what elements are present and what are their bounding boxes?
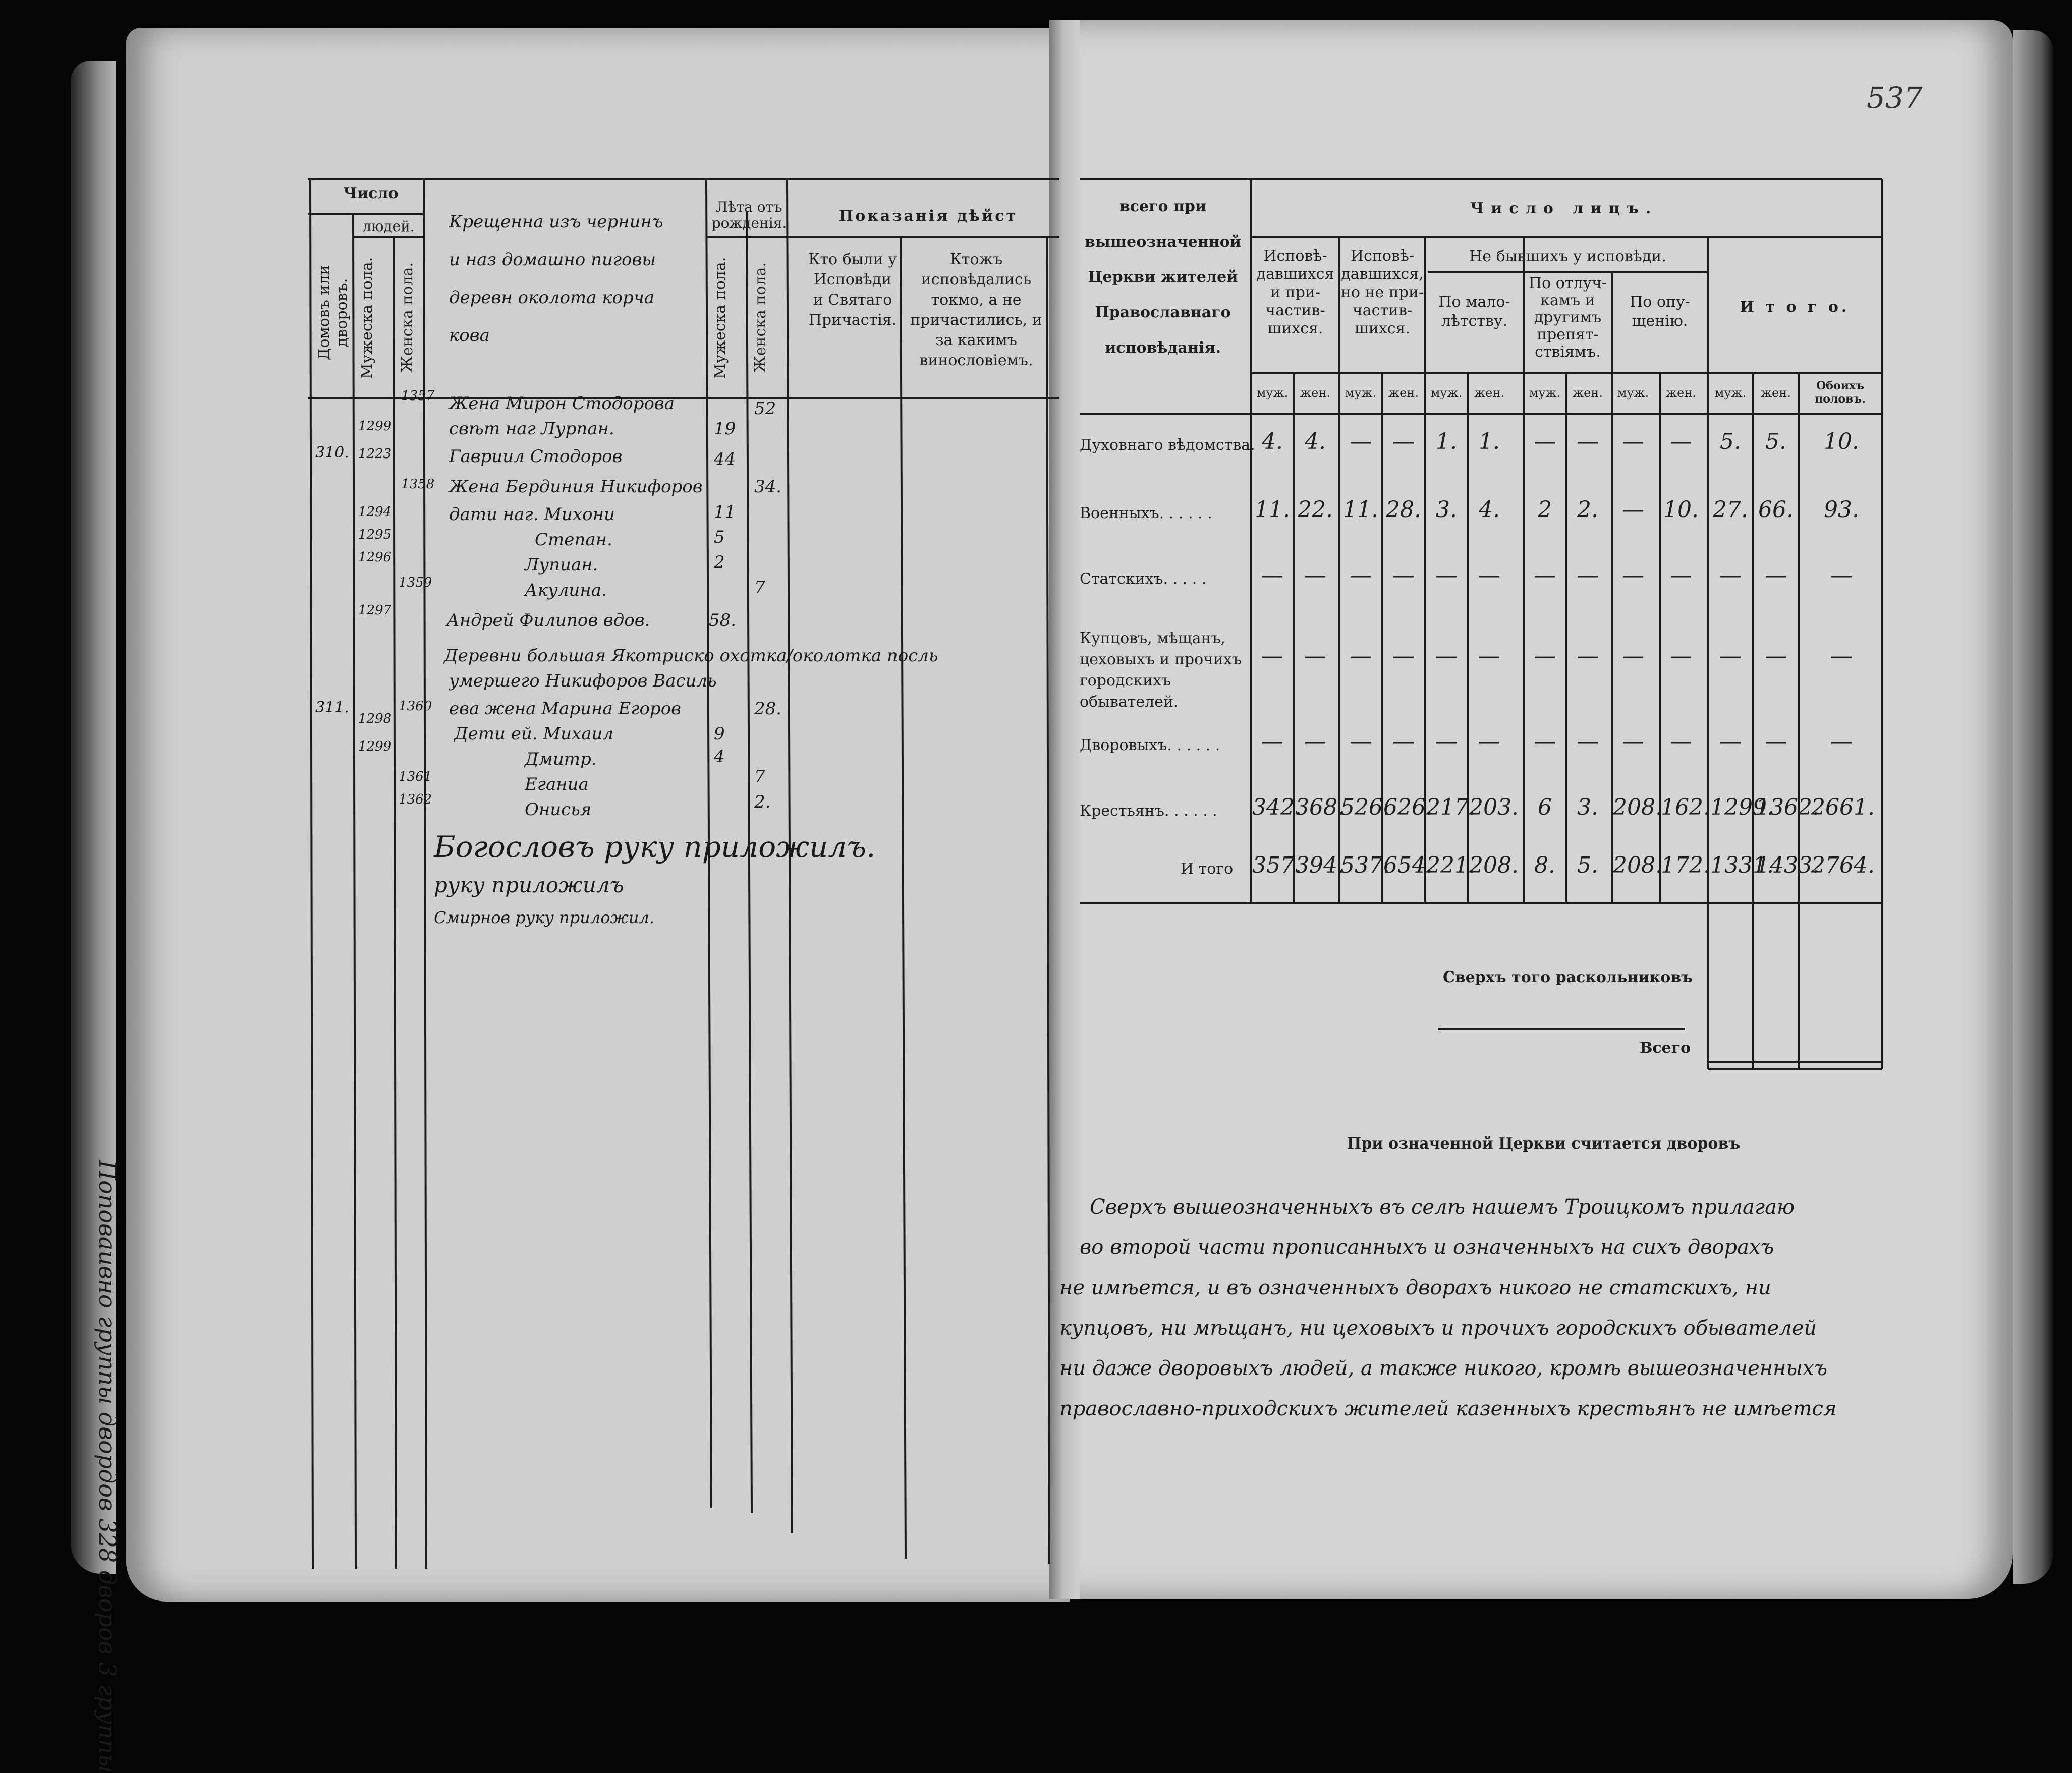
value-cell: 1. bbox=[1436, 429, 1457, 454]
value-cell: 4. bbox=[1479, 497, 1500, 523]
value-cell: — bbox=[1350, 562, 1372, 588]
hw-age-female: 52 bbox=[754, 398, 776, 419]
row-label: И того bbox=[1181, 860, 1234, 878]
value-cell: — bbox=[1765, 643, 1787, 669]
hw-age-female: 7 bbox=[754, 578, 765, 598]
value-cell: 221. bbox=[1426, 852, 1476, 878]
col-female-label: жен. bbox=[1388, 386, 1419, 400]
value-cell: 394. bbox=[1295, 852, 1345, 878]
value-cell: 66. bbox=[1758, 497, 1794, 523]
hw-entry: Степан. bbox=[535, 530, 612, 550]
value-cell: — bbox=[1392, 729, 1415, 755]
hw-house-number: 310. bbox=[315, 444, 349, 462]
col-female-label: жен. bbox=[1300, 386, 1330, 400]
value-cell: — bbox=[1350, 429, 1372, 454]
value-cell: — bbox=[1622, 562, 1644, 588]
value-cell: — bbox=[1830, 562, 1853, 588]
value-cell: 3. bbox=[1577, 794, 1598, 820]
col-female-label: жен. bbox=[1573, 386, 1603, 400]
value-cell: 1. bbox=[1479, 429, 1500, 454]
hw-entry: Дмитр. bbox=[525, 749, 597, 769]
col-age-header: Лѣта отъ рожденія. bbox=[711, 199, 787, 232]
row-label: Крестьянъ. . . . . . bbox=[1080, 802, 1217, 820]
value-cell: — bbox=[1534, 429, 1556, 454]
value-cell: — bbox=[1435, 562, 1458, 588]
hw-age-male: 4 bbox=[714, 747, 725, 767]
value-cell: 1433. bbox=[1756, 852, 1819, 878]
row-label: Купцовъ, мѣщанъ, цеховыхъ и прочихъ городскихъ обывателей. bbox=[1080, 630, 1242, 711]
hw-house-number: 311. bbox=[315, 699, 349, 716]
hw-paragraph-line: православно-приходскихъ жителей казенныхъ крестьянъ не имѣется bbox=[1059, 1397, 1837, 1420]
value-cell: 5. bbox=[1720, 429, 1741, 454]
hw-age-male: 19 bbox=[714, 419, 736, 439]
col-age-female-header: Женска пола. bbox=[752, 262, 769, 373]
hw-age-male: 9 bbox=[714, 724, 725, 744]
hw-number: 1298 bbox=[358, 711, 392, 726]
value-cell: 28. bbox=[1386, 497, 1421, 523]
hw-number: 1294 bbox=[358, 504, 392, 520]
hw-entry: Жена Бердиния Никифоров bbox=[449, 477, 703, 497]
grp-confessed-not-communed: Исповѣдавшихся, но не причастившихся. bbox=[1340, 247, 1424, 337]
value-cell: — bbox=[1830, 643, 1853, 669]
hw-entry: Деревни большая Якотриско охотка/околотка посль bbox=[444, 646, 938, 666]
value-cell: — bbox=[1670, 429, 1692, 454]
value-cell: 626. bbox=[1383, 794, 1433, 820]
value-cell: — bbox=[1577, 729, 1599, 755]
value-cell: — bbox=[1719, 729, 1742, 755]
col-who-were-header: Кто были у Исповѣди и Святаго Причастія. bbox=[808, 251, 897, 329]
header-people: людей. bbox=[362, 218, 415, 235]
value-cell: — bbox=[1534, 562, 1556, 588]
hw-heading-3: деревн околота корча bbox=[449, 288, 655, 308]
hw-entry: Гавриил Стодоров bbox=[449, 446, 623, 467]
value-cell: — bbox=[1622, 497, 1644, 523]
value-cell: — bbox=[1350, 643, 1372, 669]
header-number: Число bbox=[343, 185, 399, 202]
value-cell: 27. bbox=[1713, 497, 1748, 523]
value-cell: 4. bbox=[1305, 429, 1326, 454]
value-cell: 6 bbox=[1538, 794, 1552, 820]
hw-signature: руку приложилъ bbox=[434, 873, 624, 897]
value-cell: 357. bbox=[1252, 852, 1302, 878]
hw-entry: Еганиа bbox=[525, 774, 589, 794]
value-cell: — bbox=[1392, 643, 1415, 669]
hw-entry: Лупиан. bbox=[525, 555, 598, 575]
hw-number: 1359 bbox=[399, 575, 432, 590]
value-cell: 208. bbox=[1613, 852, 1662, 878]
row-label: Дворовыхъ. . . . . . bbox=[1080, 736, 1220, 754]
hw-age-male: 11 bbox=[714, 502, 736, 522]
value-cell: — bbox=[1350, 729, 1372, 755]
value-cell: — bbox=[1577, 643, 1599, 669]
value-cell: 526. bbox=[1340, 794, 1390, 820]
hw-paragraph-line: во второй части прописанныхъ и означенныхъ на сихъ дворахъ bbox=[1080, 1236, 1774, 1259]
value-cell: 1331. bbox=[1710, 852, 1774, 878]
hw-number: 1223 bbox=[358, 446, 392, 462]
value-cell: — bbox=[1392, 429, 1415, 454]
value-cell: — bbox=[1392, 562, 1415, 588]
hw-paragraph-line: Сверхъ вышеозначенныхъ въ селѣ нашемъ Троицкомъ прилагаю bbox=[1090, 1195, 1795, 1219]
hw-entry: Онисья bbox=[525, 799, 592, 820]
col-both-label: Обоихъ половъ. bbox=[1815, 379, 1866, 406]
hw-heading-1: Крещенна изъ чернинъ bbox=[449, 212, 663, 232]
hw-entry: Дети ей. Михаил bbox=[454, 724, 614, 744]
sub-youth: По малолѣтству. bbox=[1438, 293, 1510, 330]
col-houses-header: Домовъ или дворовъ. bbox=[315, 265, 351, 361]
sub-negligence: По опущенію. bbox=[1630, 293, 1690, 330]
value-cell: — bbox=[1719, 562, 1742, 588]
value-cell: — bbox=[1261, 643, 1283, 669]
value-cell: — bbox=[1830, 729, 1853, 755]
header-number-persons: Число лицъ. bbox=[1470, 200, 1658, 217]
value-cell: — bbox=[1765, 562, 1787, 588]
value-cell: — bbox=[1765, 729, 1787, 755]
value-cell: — bbox=[1534, 643, 1556, 669]
value-cell: 5. bbox=[1577, 852, 1598, 878]
hw-number: 1295 bbox=[358, 527, 392, 542]
hw-number: 1357 bbox=[401, 388, 435, 404]
value-cell: 10. bbox=[1663, 497, 1699, 523]
value-cell: 537. bbox=[1340, 852, 1390, 878]
grp-not-been: Не бывшихъ у исповѣди. bbox=[1469, 248, 1666, 265]
value-cell: 2661. bbox=[1811, 794, 1875, 820]
row-label: Статскихъ. . . . . bbox=[1080, 570, 1207, 588]
value-cell: 11. bbox=[1255, 497, 1290, 523]
hw-entry: Жена Мирон Стодорова bbox=[449, 393, 675, 414]
hw-entry: свѣт наг Лурпан. bbox=[449, 419, 614, 439]
value-cell: 217. bbox=[1426, 794, 1476, 820]
value-cell: — bbox=[1478, 643, 1500, 669]
value-cell: — bbox=[1577, 562, 1599, 588]
hw-entry: умершего Никифоров Василь bbox=[449, 671, 717, 691]
hw-number: 1297 bbox=[358, 603, 392, 618]
page-number: 537 bbox=[1867, 81, 1923, 115]
value-cell: — bbox=[1622, 729, 1644, 755]
hw-number: 1299 bbox=[358, 419, 392, 434]
value-cell: 11. bbox=[1343, 497, 1378, 523]
hw-age-male: 5 bbox=[714, 527, 725, 547]
value-cell: 208. bbox=[1613, 794, 1662, 820]
hw-number: 1358 bbox=[401, 477, 435, 492]
hw-age-male: 58. bbox=[709, 610, 737, 631]
value-cell: — bbox=[1622, 643, 1644, 669]
value-cell: 1362. bbox=[1756, 794, 1819, 820]
raskol-label: Сверхъ того раскольниковъ bbox=[1443, 968, 1693, 986]
value-cell: 2 bbox=[1538, 497, 1552, 523]
value-cell: — bbox=[1622, 429, 1644, 454]
hw-age-male: 44 bbox=[714, 449, 736, 469]
value-cell: — bbox=[1435, 643, 1458, 669]
col-who-confessed-header: Ктожъ исповѣдались токмо, а не причастились, и за какимъ винословіемъ. bbox=[910, 251, 1042, 369]
value-cell: — bbox=[1478, 729, 1500, 755]
col-first-header: всего при вышеозначенной Церкви жителей Православнаго исповѣданія. bbox=[1084, 198, 1242, 357]
value-cell: — bbox=[1261, 729, 1283, 755]
value-cell: — bbox=[1670, 729, 1692, 755]
col-female-label: жен. bbox=[1666, 386, 1696, 400]
value-cell: 10. bbox=[1824, 429, 1859, 454]
row-label: Духовнаго вѣдомства. bbox=[1080, 436, 1255, 454]
hw-entry: дати наг. Михони bbox=[449, 504, 615, 525]
hw-signature: Богословъ руку приложилъ. bbox=[434, 830, 876, 864]
value-cell: 22. bbox=[1298, 497, 1333, 523]
col-testimony-header: Показанія дѣйст bbox=[838, 207, 1018, 225]
value-cell: — bbox=[1261, 562, 1283, 588]
hw-age-female: 2. bbox=[754, 792, 771, 812]
hw-heading-2: и наз домашно пиговы bbox=[449, 250, 656, 270]
value-cell: 208. bbox=[1469, 852, 1519, 878]
value-cell: — bbox=[1478, 562, 1500, 588]
col-female-header: Женска пола. bbox=[399, 262, 416, 373]
value-cell: 4. bbox=[1262, 429, 1283, 454]
hw-margin-note: Поповаивно группы двордов 328 дворов 3 группы bbox=[94, 1160, 121, 1773]
value-cell: — bbox=[1435, 729, 1458, 755]
value-cell: 3. bbox=[1436, 497, 1457, 523]
col-male-label: муж. bbox=[1430, 386, 1463, 400]
hw-entry: Акулина. bbox=[525, 580, 607, 600]
col-age-male-header: Мужеска пола. bbox=[711, 257, 729, 379]
value-cell: — bbox=[1719, 643, 1742, 669]
hw-paragraph-line: ни даже дворовыхъ людей, а также никого, кромѣ вышеозначенныхъ bbox=[1059, 1357, 1828, 1380]
value-cell: 8. bbox=[1534, 852, 1555, 878]
col-male-label: муж. bbox=[1345, 386, 1377, 400]
hw-signature: Смирнов руку приложил. bbox=[434, 908, 655, 927]
value-cell: — bbox=[1304, 643, 1326, 669]
hw-number: 1361 bbox=[399, 769, 432, 784]
value-cell: 203. bbox=[1469, 794, 1519, 820]
col-male-label: муж. bbox=[1617, 386, 1649, 400]
value-cell: 342. bbox=[1252, 794, 1302, 820]
col-male-header: Мужеска пола. bbox=[358, 257, 376, 379]
hw-age-female: 7 bbox=[754, 767, 765, 787]
value-cell: 93. bbox=[1824, 497, 1859, 523]
value-cell: 162. bbox=[1661, 794, 1710, 820]
hw-age-female: 34. bbox=[754, 477, 782, 497]
value-cell: 172. bbox=[1661, 852, 1710, 878]
grp-total: И т о г о. bbox=[1740, 298, 1850, 316]
value-cell: — bbox=[1304, 562, 1326, 588]
col-female-label: жен. bbox=[1761, 386, 1791, 400]
hw-number: 1296 bbox=[358, 550, 392, 565]
hw-age-male: 2 bbox=[714, 552, 725, 573]
hw-number: 1299 bbox=[358, 739, 392, 754]
hw-entry: Андрей Филипов вдов. bbox=[446, 610, 650, 631]
hw-age-female: 28. bbox=[754, 699, 782, 719]
grp-confessed-communed: Исповѣдавшихся и причастившихся. bbox=[1256, 247, 1334, 337]
value-cell: — bbox=[1304, 729, 1326, 755]
row-label: Военныхъ. . . . . . bbox=[1080, 504, 1212, 522]
value-cell: 1299. bbox=[1710, 794, 1774, 820]
value-cell: 5. bbox=[1765, 429, 1786, 454]
col-female-label: жен. bbox=[1474, 386, 1504, 400]
value-cell: — bbox=[1670, 562, 1692, 588]
value-cell: 2. bbox=[1577, 497, 1598, 523]
hw-entry: ева жена Марина Егоров bbox=[449, 699, 681, 719]
col-male-label: муж. bbox=[1256, 386, 1289, 400]
hw-number: 1362 bbox=[399, 792, 432, 807]
value-cell: — bbox=[1670, 643, 1692, 669]
sub-absence: По отлучкамъ и другимъ препятствіямъ. bbox=[1528, 274, 1607, 361]
hw-paragraph-line: не имѣется, и въ означенныхъ дворахъ никого не статскихъ, ни bbox=[1059, 1276, 1771, 1299]
hw-paragraph-line: купцовъ, ни мѣщанъ, ни цеховыхъ и прочихъ городскихъ обывателей bbox=[1059, 1317, 1817, 1340]
value-cell: — bbox=[1577, 429, 1599, 454]
value-cell: 654. bbox=[1383, 852, 1433, 878]
col-male-label: муж. bbox=[1529, 386, 1561, 400]
col-male-label: муж. bbox=[1714, 386, 1747, 400]
vsego-label: Всего bbox=[1640, 1039, 1691, 1057]
value-cell: 2764. bbox=[1811, 852, 1875, 878]
dvorov-label: При означенной Церкви считается дворовъ bbox=[1347, 1135, 1741, 1153]
value-cell: — bbox=[1534, 729, 1556, 755]
value-cell: 368. bbox=[1295, 794, 1345, 820]
hw-heading-4: кова bbox=[449, 325, 490, 346]
hw-number: 1360 bbox=[399, 699, 432, 714]
